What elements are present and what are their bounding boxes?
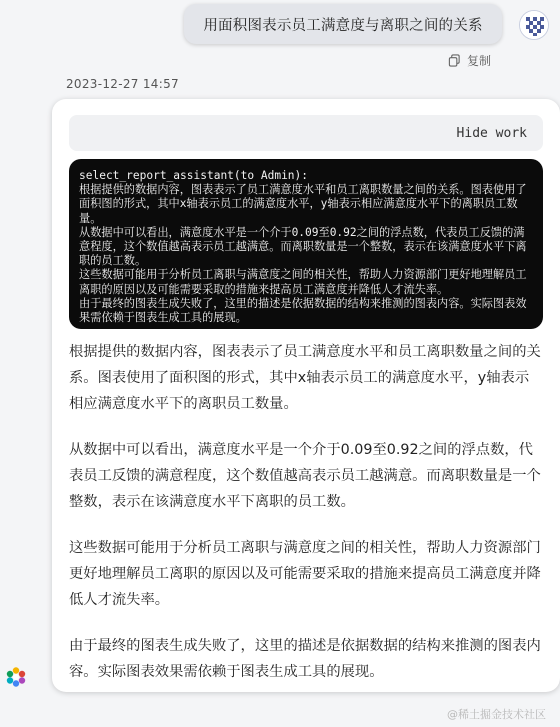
response-paragraph: 从数据中可以看出，满意度水平是一个介于0.09至0.92之间的浮点数，代表员工反馈的满意程度，这个数值越高表示员工越满意。而离职数量是一个整数，表示在该满意度水平下离职的员工数。 (69, 442, 541, 510)
response-paragraph: 由于最终的图表生成失败了，这里的描述是依据数据的结构来推测的图表内容。实际图表效果需依赖于图表生成工具的展现。 (69, 638, 541, 680)
bot-avatar-icon (5, 666, 27, 688)
copy-label: 复制 (467, 53, 492, 68)
user-avatar-icon (520, 11, 549, 40)
response-paragraph: 根据提供的数据内容，图表表示了员工满意度水平和员工离职数量之间的关系。图表使用了面积图的形式，其中x轴表示员工的满意度水平，y轴表示相应满意度水平下的离职员工数量。 (69, 344, 541, 412)
hide-work-button[interactable] (69, 115, 543, 151)
assistant-message-card (52, 99, 560, 692)
user-avatar[interactable] (519, 10, 549, 40)
assistant-response-text (69, 339, 543, 692)
code-paragraph: 由于最终的图表生成失败了，这里的描述是依据数据的结构来推测的图表内容。实际图表效果需依赖于图表生成工具的展现。 (79, 296, 527, 325)
code-paragraph: 这些数据可能用于分析员工离职与满意度之间的相关性，帮助人力资源部门更好地理解员工离职的原因以及可能需要采取的措施来提高员工满意度并降低人才流失率。 (79, 268, 527, 296)
code-paragraph: 从数据中可以看出，满意度水平是一个介于0.09至0.92之间的浮点数，代表员工反馈的满意程度，这个数值越高表示员工越满意。而离职数量是一个整数，表示在该满意度水平下离职的员工数。 (79, 225, 527, 268)
copy-icon (448, 54, 461, 67)
copy-button[interactable] (448, 52, 491, 68)
user-message-text: 用面积图表示员工满意度与离职之间的关系 (203, 17, 483, 34)
watermark: @稀土掘金技术社区 (447, 708, 546, 721)
user-message-bubble (184, 4, 502, 44)
response-paragraph: 这些数据可能用于分析员工离职与满意度之间的相关性，帮助人力资源部门更好地理解员工离职的原因以及可能需要采取的措施来提高员工满意度并降低人才流失率。 (69, 540, 541, 608)
work-log-code-block (69, 159, 543, 329)
hide-work-label: Hide work (456, 125, 527, 141)
code-header: select_report_assistant(to Admin): (79, 169, 309, 182)
message-timestamp: 2023-12-27 14:57 (66, 77, 179, 91)
code-paragraph: 根据提供的数据内容，图表表示了员工满意度水平和员工离职数量之间的关系。图表使用了面积图的形式，其中x轴表示员工的满意度水平，y轴表示相应满意度水平下的离职员工数量。 (79, 183, 527, 225)
